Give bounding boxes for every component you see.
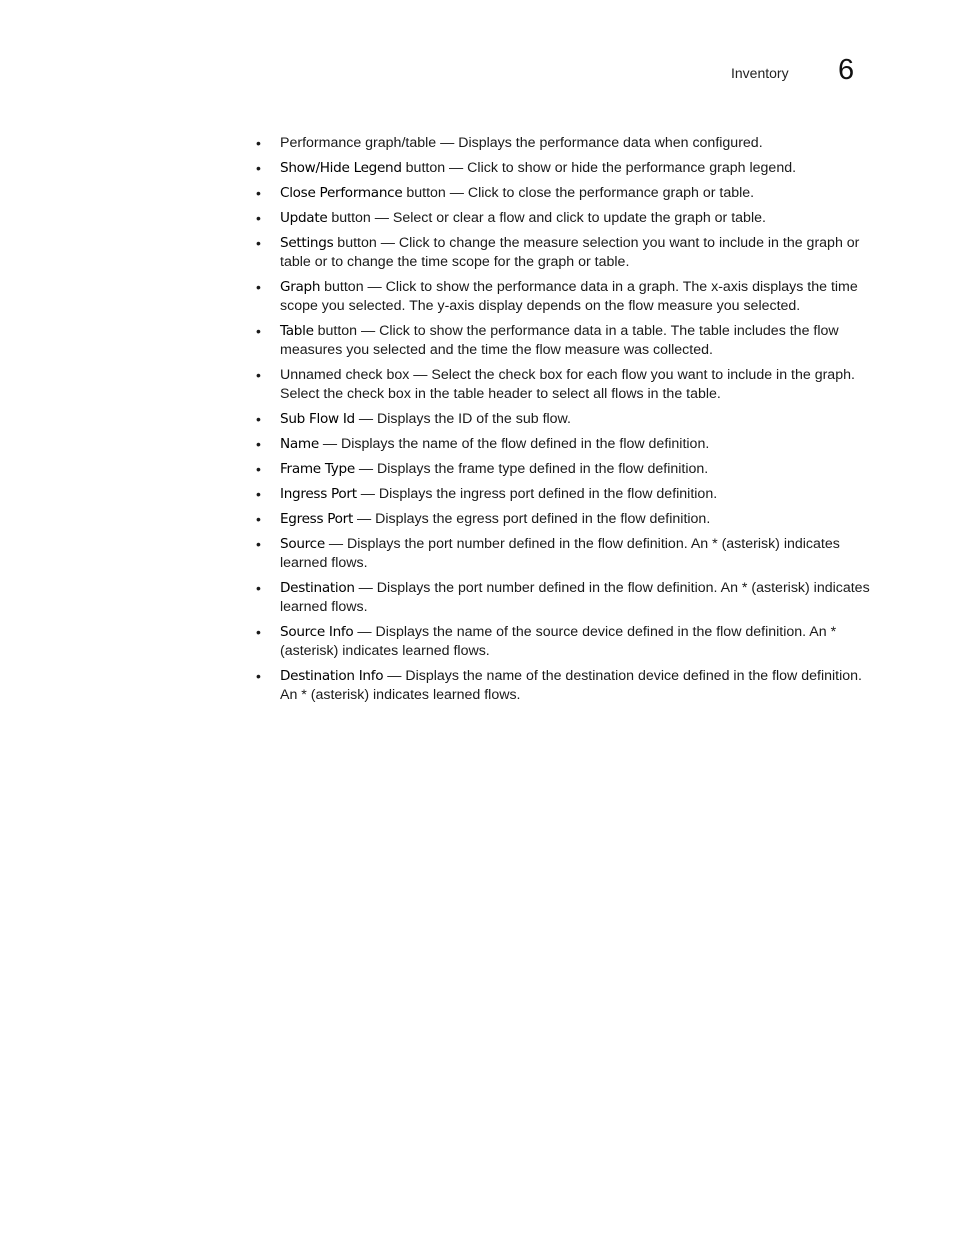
bullet-icon: • <box>256 323 261 339</box>
description: button — Select or clear a flow and click to update the graph or table. <box>327 210 766 226</box>
bullet-icon: • <box>256 624 261 640</box>
description: button — Click to show or hide the performance graph legend. <box>401 160 797 176</box>
description: — Displays the ID of the sub flow. <box>354 411 571 427</box>
description: Performance graph/table — Displays the performance data when configured. <box>280 135 763 151</box>
chapter-number: 6 <box>838 54 855 86</box>
description: Unnamed check box — Select the check box for each flow you want to include in the graph. Select the check box in the table header to select all flows in the table. <box>280 367 855 402</box>
list-item <box>256 510 876 529</box>
list-item <box>256 234 876 272</box>
bullet-icon: • <box>256 511 261 527</box>
list-item <box>256 366 876 404</box>
list-item <box>256 410 876 429</box>
term: Close Performance <box>280 185 403 201</box>
bullet-icon: • <box>256 235 261 251</box>
bullet-icon: • <box>256 486 261 502</box>
bullet-icon: • <box>256 411 261 427</box>
list-item <box>256 460 876 479</box>
bullet-icon: • <box>256 580 261 596</box>
term: Frame Type <box>280 461 355 477</box>
term: Settings <box>280 235 334 251</box>
description: — Displays the frame type defined in the flow definition. <box>354 461 709 477</box>
field-description-list <box>256 134 876 711</box>
list-item <box>256 322 876 360</box>
term: Source Info <box>280 624 354 640</box>
list-item <box>256 209 876 228</box>
description: button — Click to close the performance graph or table. <box>402 185 755 201</box>
bullet-icon: • <box>256 536 261 552</box>
term: Show/Hide Legend <box>280 160 402 176</box>
term: Egress Port <box>280 511 354 527</box>
term: Graph <box>280 279 321 295</box>
term: Update <box>280 210 328 226</box>
term: Destination <box>280 580 355 596</box>
description: button — Click to show the performance data in a graph. The x-axis displays the time scope you selected. The y-axis display depends on the flow measure you selected. <box>280 279 858 314</box>
term: Table <box>280 323 314 339</box>
description: — Displays the name of the destination device defined in the flow definition. An * (asterisk) indicates learned flows. <box>280 668 862 703</box>
term: Ingress Port <box>280 486 357 502</box>
list-item <box>256 184 876 203</box>
bullet-icon: • <box>256 135 261 151</box>
term: Name <box>280 436 319 452</box>
bullet-icon: • <box>256 367 261 383</box>
description: — Displays the name of the flow defined in the flow definition. <box>318 436 710 452</box>
list-item <box>256 535 876 573</box>
description: — Displays the egress port defined in the flow definition. <box>353 511 711 527</box>
list-item <box>256 485 876 504</box>
description: — Displays the name of the source device defined in the flow definition. An * (asterisk) indicates learned flows. <box>280 624 837 659</box>
description: button — Click to show the performance data in a table. The table includes the flow measures you selected and the time the flow measure was collected. <box>280 323 839 358</box>
bullet-icon: • <box>256 160 261 176</box>
list-item <box>256 134 876 153</box>
description: button — Click to change the measure selection you want to include in the graph or table or to change the time scope for the graph or table. <box>280 235 860 270</box>
bullet-icon: • <box>256 668 261 684</box>
term: Destination Info <box>280 668 384 684</box>
description: — Displays the port number defined in the flow definition. An * (asterisk) indicates learned flows. <box>280 580 870 615</box>
description: — Displays the port number defined in the flow definition. An * (asterisk) indicates learned flows. <box>280 536 840 571</box>
list-item <box>256 159 876 178</box>
list-item <box>256 667 876 705</box>
bullet-icon: • <box>256 279 261 295</box>
term: Sub Flow Id <box>280 411 355 427</box>
section-title: Inventory <box>731 65 789 81</box>
list-item <box>256 623 876 661</box>
bullet-icon: • <box>256 185 261 201</box>
list-item <box>256 278 876 316</box>
term: Source <box>280 536 325 552</box>
bullet-icon: • <box>256 436 261 452</box>
bullet-icon: • <box>256 210 261 226</box>
list-item <box>256 579 876 617</box>
bullet-icon: • <box>256 461 261 477</box>
list-item <box>256 435 876 454</box>
description: — Displays the ingress port defined in the flow definition. <box>356 486 718 502</box>
